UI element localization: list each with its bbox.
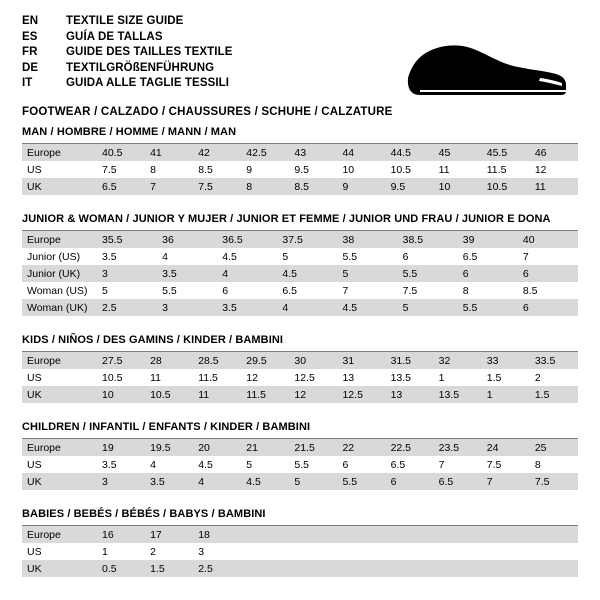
size-cell: 44.5 — [386, 144, 434, 161]
size-cell: 1.5 — [145, 560, 193, 577]
language-code: FR — [22, 46, 38, 58]
size-cell: 7.5 — [193, 178, 241, 195]
size-cell: 40.5 — [97, 144, 145, 161]
size-cell — [530, 543, 578, 560]
size-cell: 6 — [222, 284, 229, 297]
size-cell: 4 — [217, 265, 277, 282]
size-cell: 3 — [97, 473, 145, 490]
size-cell: 7.5 — [402, 284, 418, 297]
size-cell: 7 — [522, 250, 529, 263]
size-cell: 7.5 — [486, 458, 502, 471]
size-cell: 8 — [150, 163, 156, 176]
table-row — [22, 248, 578, 265]
size-cell: 4.5 — [198, 458, 213, 471]
row-label: Junior (UK) — [22, 265, 97, 282]
size-cell: 24 — [482, 439, 530, 456]
language-title-list — [22, 14, 233, 92]
row-label: Europe — [22, 352, 97, 369]
language-row — [22, 61, 233, 77]
size-cell: 11 — [193, 386, 241, 403]
row-label: Europe — [22, 231, 97, 248]
size-cell: 5 — [246, 458, 253, 471]
table-row — [22, 178, 578, 195]
size-cell: 2 — [150, 545, 156, 558]
size-cell: 11 — [530, 178, 578, 195]
size-cell — [386, 560, 434, 577]
size-section-babies — [22, 508, 578, 577]
sections-container — [22, 126, 578, 577]
size-cell: 25 — [530, 439, 578, 456]
language-code: IT — [22, 77, 33, 89]
size-cell: 5 — [338, 265, 398, 282]
table-row — [22, 265, 578, 282]
size-cell: 12.5 — [337, 386, 385, 403]
size-cell: 10.5 — [102, 371, 123, 384]
size-cell: 10.5 — [145, 386, 193, 403]
row-label: US — [27, 545, 42, 558]
size-cell: 36 — [157, 231, 217, 248]
size-cell: 5 — [102, 284, 108, 297]
size-cell: 6.5 — [97, 178, 145, 195]
size-cell: 37.5 — [277, 231, 337, 248]
size-cell: 42 — [193, 144, 241, 161]
header — [22, 14, 578, 118]
size-cell: 6.5 — [434, 473, 482, 490]
table-row — [22, 282, 578, 299]
row-label: US — [27, 371, 42, 384]
row-label: Woman (UK) — [22, 299, 97, 316]
size-table — [22, 231, 578, 316]
size-cell: 41 — [145, 144, 193, 161]
size-cell: 3.5 — [157, 265, 217, 282]
language-row — [22, 45, 233, 61]
size-cell: 45 — [434, 144, 482, 161]
size-cell — [337, 560, 385, 577]
size-cell: 4.5 — [338, 299, 398, 316]
size-cell: 44 — [337, 144, 385, 161]
size-cell: 20 — [193, 439, 241, 456]
size-cell — [241, 543, 289, 560]
size-cell: 5.5 — [398, 265, 458, 282]
size-cell — [337, 526, 385, 543]
size-cell: 8.5 — [289, 178, 337, 195]
size-cell: 8 — [241, 178, 289, 195]
size-cell: 12 — [289, 386, 337, 403]
size-cell: 18 — [193, 526, 241, 543]
size-cell: 9.5 — [294, 163, 309, 176]
language-rows — [22, 14, 233, 92]
size-cell: 21.5 — [289, 439, 337, 456]
size-cell: 5.5 — [458, 299, 518, 316]
size-cell: 3.5 — [145, 473, 193, 490]
size-cell: 3 — [97, 265, 157, 282]
size-cell: 33 — [482, 352, 530, 369]
size-cell: 22.5 — [386, 439, 434, 456]
language-code: EN — [22, 15, 39, 27]
language-title: GUIDE DES TAILLES TEXTILE — [66, 46, 233, 58]
table-row — [22, 560, 578, 577]
size-table — [22, 144, 578, 195]
size-cell: 7 — [145, 178, 193, 195]
size-cell: 27.5 — [97, 352, 145, 369]
size-cell: 3.5 — [102, 250, 117, 263]
size-cell — [434, 560, 482, 577]
size-cell: 11 — [150, 371, 161, 384]
size-cell: 29.5 — [241, 352, 289, 369]
size-cell: 30 — [289, 352, 337, 369]
size-cell: 31.5 — [386, 352, 434, 369]
size-cell: 5.5 — [337, 473, 385, 490]
size-section-kids — [22, 334, 578, 403]
row-label: Woman (US) — [27, 284, 88, 297]
language-row — [22, 30, 233, 46]
size-cell: 42.5 — [241, 144, 289, 161]
size-cell: 6 — [386, 473, 434, 490]
size-cell: 5 — [282, 250, 289, 263]
size-cell: 23.5 — [434, 439, 482, 456]
size-cell: 43 — [289, 144, 337, 161]
row-label: UK — [22, 178, 97, 195]
size-cell: 4 — [150, 458, 156, 471]
size-cell: 1 — [438, 371, 445, 384]
size-cell: 4 — [193, 473, 241, 490]
table-row — [22, 161, 578, 178]
language-title: TEXTILGRÖßENFÜHRUNG — [66, 61, 215, 74]
size-cell: 22 — [337, 439, 385, 456]
size-cell: 1 — [102, 545, 108, 558]
size-cell: 2.5 — [97, 299, 157, 316]
size-cell — [482, 560, 530, 577]
size-cell: 3 — [198, 545, 205, 558]
size-cell: 1.5 — [486, 371, 502, 384]
size-table — [22, 352, 578, 403]
size-cell: 7.5 — [530, 473, 578, 490]
size-cell: 10.5 — [482, 178, 530, 195]
size-cell: 0.5 — [97, 560, 145, 577]
row-label: Europe — [22, 144, 97, 161]
row-label: UK — [22, 560, 97, 577]
table-row — [22, 439, 578, 456]
size-cell: 10.5 — [390, 163, 411, 176]
size-cell: 10 — [342, 163, 355, 176]
size-cell: 8 — [462, 284, 469, 297]
row-label: UK — [22, 386, 97, 403]
section-title: MAN / HOMBRE / HOMME / MANN / MAN — [22, 126, 578, 144]
language-row — [22, 14, 233, 30]
size-cell: 4 — [162, 250, 168, 263]
size-cell: 6.5 — [282, 284, 297, 297]
size-cell: 40 — [518, 231, 578, 248]
size-cell: 31 — [337, 352, 385, 369]
size-cell: 6 — [342, 458, 349, 471]
size-cell: 36.5 — [217, 231, 277, 248]
size-cell: 4.5 — [222, 250, 237, 263]
size-cell — [482, 543, 530, 560]
size-cell — [289, 526, 337, 543]
language-title: GUIDA ALLE TAGLIE TESSILI — [66, 77, 230, 89]
section-title: JUNIOR & WOMAN / JUNIOR Y MUJER / JUNIOR ET FEMME / JUNIOR UND FRAU / JUNIOR E DONA — [22, 213, 578, 231]
section-title: KIDS / NIÑOS / DES GAMINS / KINDER / BAMBINI — [22, 334, 578, 352]
size-cell: 13 — [386, 386, 434, 403]
size-cell: 13.5 — [434, 386, 482, 403]
dress-shoe-icon — [390, 34, 570, 104]
row-label: UK — [22, 473, 97, 490]
size-cell: 7 — [482, 473, 530, 490]
section-title: BABIES / BEBÉS / BÉBÉS / BABYS / BAMBINI — [22, 508, 578, 526]
size-cell: 32 — [434, 352, 482, 369]
size-cell: 6.5 — [390, 458, 406, 471]
size-cell: 11.5 — [486, 163, 507, 176]
size-cell: 13.5 — [390, 371, 411, 384]
size-cell — [241, 526, 289, 543]
size-cell — [434, 526, 482, 543]
size-cell: 39 — [458, 231, 518, 248]
size-cell: 12.5 — [294, 371, 315, 384]
table-row — [22, 543, 578, 560]
size-section-children — [22, 421, 578, 490]
table-row — [22, 526, 578, 543]
size-cell: 3.5 — [102, 458, 117, 471]
size-cell: 8.5 — [198, 163, 213, 176]
row-label: Europe — [22, 526, 97, 543]
row-label: Europe — [22, 439, 97, 456]
size-cell: 16 — [97, 526, 145, 543]
size-cell: 3 — [157, 299, 217, 316]
language-row — [22, 76, 233, 92]
row-label: Junior (US) — [27, 250, 81, 263]
size-cell: 4.5 — [241, 473, 289, 490]
size-cell: 19 — [97, 439, 145, 456]
table-row — [22, 473, 578, 490]
size-cell: 6 — [458, 265, 518, 282]
size-cell: 11 — [438, 163, 450, 176]
size-cell — [530, 560, 578, 577]
size-cell: 5.5 — [342, 250, 358, 263]
size-cell — [386, 526, 434, 543]
size-section-junior-woman — [22, 213, 578, 316]
size-cell: 19.5 — [145, 439, 193, 456]
size-cell: 9.5 — [386, 178, 434, 195]
size-cell: 6.5 — [462, 250, 478, 263]
table-row — [22, 456, 578, 473]
size-cell — [289, 560, 337, 577]
size-cell: 28 — [145, 352, 193, 369]
size-cell: 2 — [534, 371, 541, 384]
size-cell: 45.5 — [482, 144, 530, 161]
category-line: FOOTWEAR / CALZADO / CHAUSSURES / SCHUHE / CALZATURE — [22, 105, 393, 118]
table-row — [22, 144, 578, 161]
row-label: US — [27, 163, 42, 176]
size-cell: 12 — [246, 371, 258, 384]
size-cell: 9 — [337, 178, 385, 195]
size-cell — [337, 543, 385, 560]
row-label: US — [27, 458, 42, 471]
language-title: TEXTILE SIZE GUIDE — [66, 15, 184, 27]
size-cell: 7 — [342, 284, 349, 297]
table-row — [22, 352, 578, 369]
size-cell: 38 — [338, 231, 398, 248]
table-row — [22, 369, 578, 386]
size-cell: 6 — [518, 265, 578, 282]
table-row — [22, 386, 578, 403]
size-cell: 11.5 — [241, 386, 289, 403]
size-cell: 7.5 — [102, 163, 117, 176]
size-cell: 10 — [97, 386, 145, 403]
size-cell: 46 — [530, 144, 578, 161]
size-cell: 12 — [534, 163, 547, 176]
size-cell: 6 — [402, 250, 409, 263]
section-title: CHILDREN / INFANTIL / ENFANTS / KINDER / BAMBINI — [22, 421, 578, 439]
table-row — [22, 231, 578, 248]
size-cell: 5 — [289, 473, 337, 490]
size-cell — [241, 560, 289, 577]
size-cell: 21 — [241, 439, 289, 456]
size-cell: 11.5 — [198, 371, 218, 384]
size-cell: 35.5 — [97, 231, 157, 248]
size-cell: 5.5 — [294, 458, 309, 471]
size-cell: 7 — [438, 458, 445, 471]
language-code: ES — [22, 30, 38, 43]
size-cell: 28.5 — [193, 352, 241, 369]
size-cell — [434, 543, 482, 560]
size-cell — [386, 543, 434, 560]
size-cell: 33.5 — [530, 352, 578, 369]
size-cell — [289, 543, 337, 560]
size-table — [22, 439, 578, 490]
size-cell: 1 — [482, 386, 530, 403]
size-cell: 38.5 — [398, 231, 458, 248]
size-cell: 3.5 — [217, 299, 277, 316]
size-section-man — [22, 126, 578, 195]
size-cell: 1.5 — [530, 386, 578, 403]
size-cell: 8 — [534, 458, 541, 471]
language-title: GUÍA DE TALLAS — [66, 30, 163, 43]
size-cell: 4.5 — [277, 265, 337, 282]
size-cell: 13 — [342, 371, 355, 384]
table-row — [22, 299, 578, 316]
size-cell: 8.5 — [522, 284, 538, 297]
size-cell: 5 — [398, 299, 458, 316]
size-table — [22, 526, 578, 577]
size-cell: 4 — [277, 299, 337, 316]
size-cell: 5.5 — [162, 284, 177, 297]
size-cell: 2.5 — [193, 560, 241, 577]
size-cell — [530, 526, 578, 543]
size-cell — [482, 526, 530, 543]
size-cell: 17 — [145, 526, 193, 543]
size-cell: 6 — [518, 299, 578, 316]
size-cell: 10 — [434, 178, 482, 195]
size-cell: 9 — [246, 163, 253, 176]
language-code: DE — [22, 61, 39, 74]
